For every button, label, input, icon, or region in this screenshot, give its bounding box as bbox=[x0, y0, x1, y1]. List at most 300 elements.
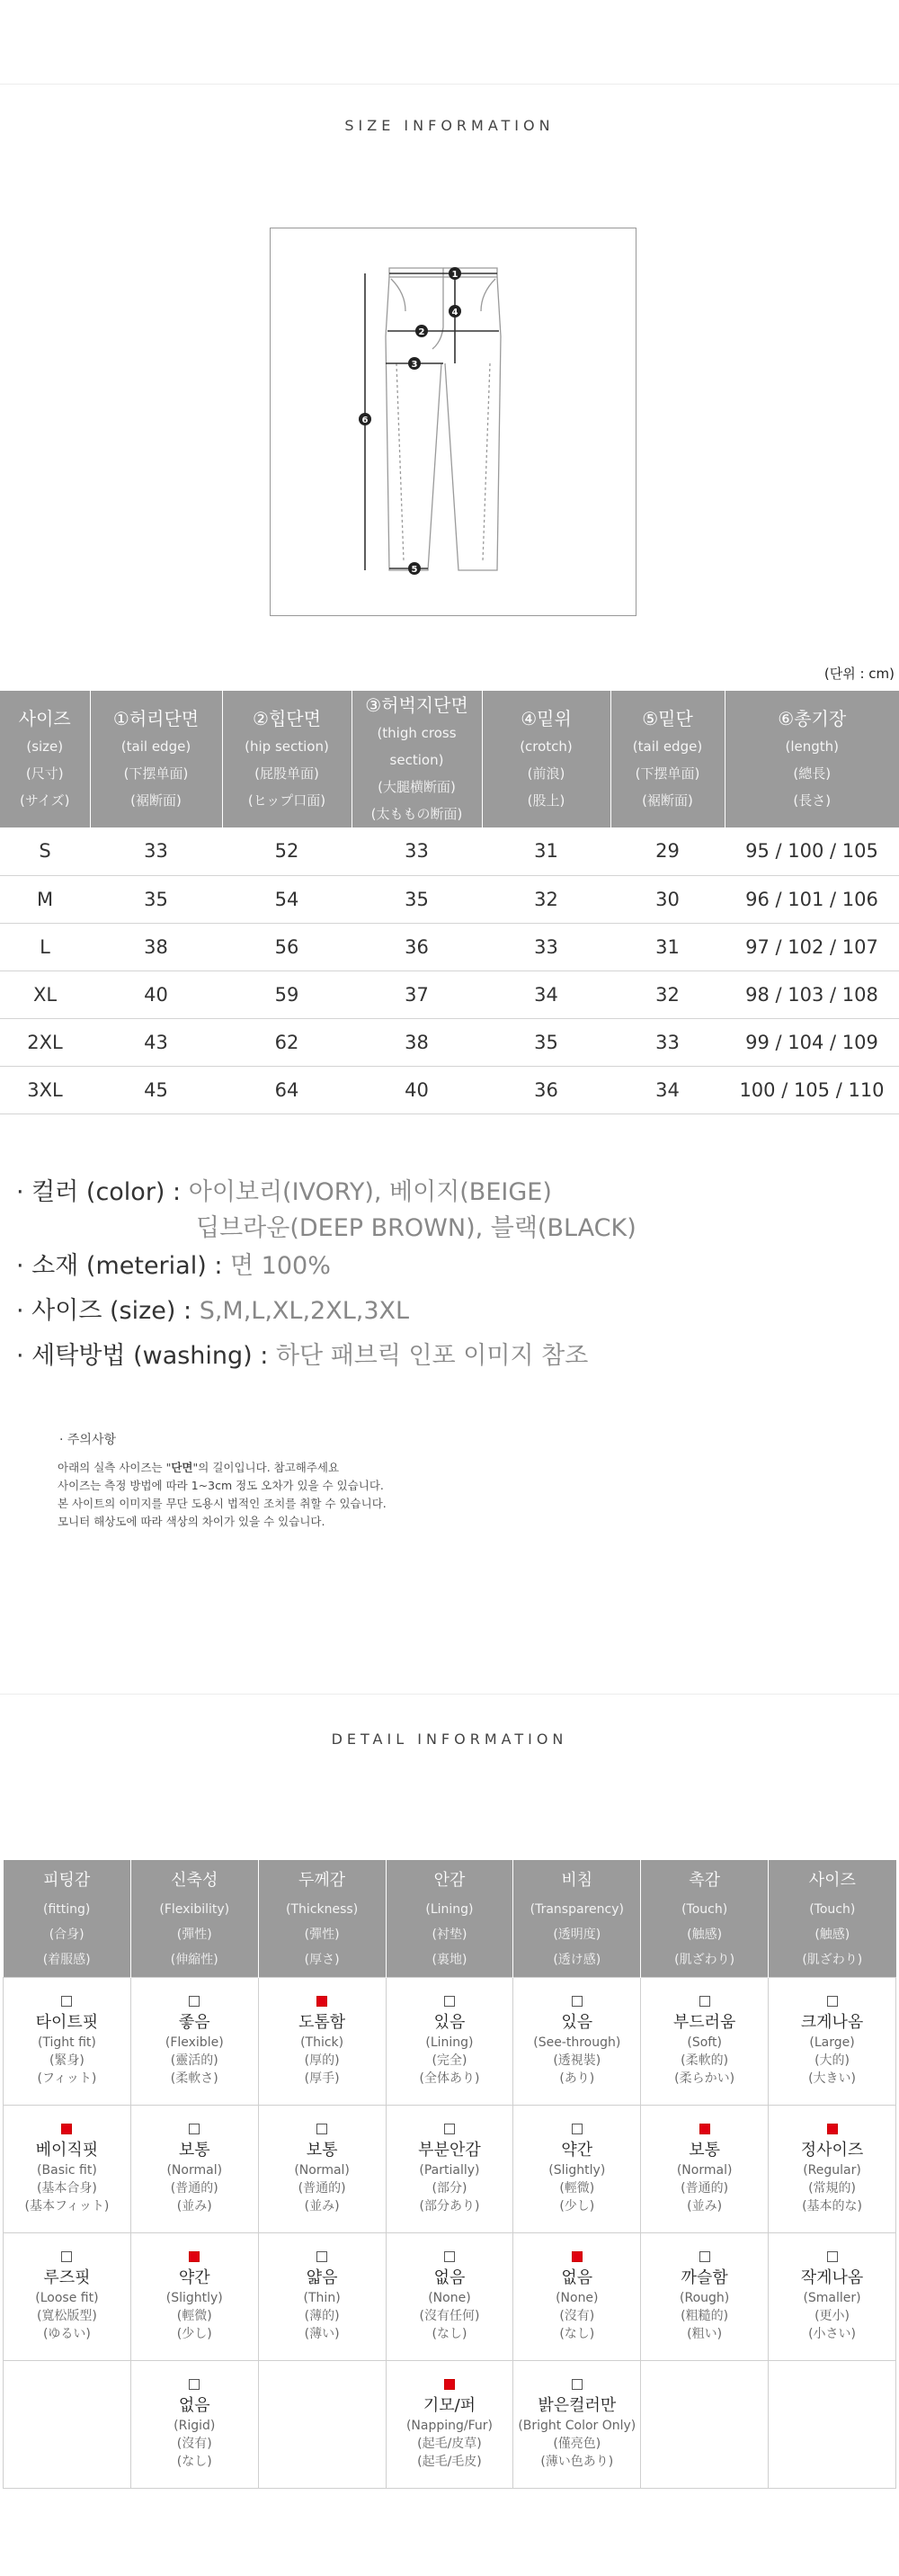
option-sub: (沒有) bbox=[176, 2436, 212, 2451]
size-header-sub: (裾断面) bbox=[642, 792, 693, 809]
option-label: 부드러움 bbox=[672, 2012, 736, 2032]
marker-1-label: 1 bbox=[451, 270, 458, 280]
unchecked-box-icon bbox=[316, 2251, 327, 2262]
detail-header-sub: (透明度) bbox=[553, 1927, 601, 1942]
detail-cell bbox=[4, 2105, 131, 2232]
unchecked-box-icon bbox=[699, 1996, 710, 2007]
option-sub: (緊身) bbox=[49, 2053, 85, 2068]
detail-option bbox=[769, 2250, 895, 2343]
size-header-sub: (crotch) bbox=[520, 738, 573, 755]
option-sub: (Normal) bbox=[676, 2162, 733, 2178]
option-sub: (基本フィット) bbox=[24, 2198, 110, 2214]
size-cell: 95 / 100 / 105 bbox=[725, 827, 899, 875]
detail-cell bbox=[258, 2232, 386, 2360]
detail-header-sub: (伸縮性) bbox=[170, 1952, 218, 1967]
detail-row bbox=[4, 2105, 896, 2232]
detail-cell bbox=[641, 2232, 769, 2360]
size-cell: 33 bbox=[482, 923, 610, 970]
detail-cell bbox=[769, 2105, 896, 2232]
size-cell: 43 bbox=[90, 1018, 222, 1066]
size-cell: 100 / 105 / 110 bbox=[725, 1066, 899, 1114]
size-header-sub: (前浪) bbox=[527, 765, 565, 782]
detail-header-sub: (裏地) bbox=[432, 1952, 467, 1967]
detail-option bbox=[513, 2250, 640, 2343]
option-sub: (僅亮色) bbox=[553, 2436, 601, 2451]
size-cell: M bbox=[0, 875, 90, 923]
detail-option bbox=[131, 2378, 258, 2471]
size-cell: 33 bbox=[90, 827, 222, 875]
size-header-label: 사이즈 bbox=[18, 708, 71, 729]
option-sub: (Bright Color Only) bbox=[518, 2418, 636, 2433]
material-label: · 소재 (meterial) : bbox=[16, 1252, 230, 1280]
detail-cell bbox=[513, 1977, 641, 2105]
size-header-sub: (hip section) bbox=[245, 738, 329, 755]
unchecked-box-icon bbox=[444, 1996, 455, 2007]
detail-header-sub: (fitting) bbox=[42, 1901, 91, 1917]
size-cell: 56 bbox=[222, 923, 352, 970]
marker-2-label: 2 bbox=[418, 327, 425, 337]
size-header-label: ①허리단면 bbox=[112, 708, 200, 729]
detail-row bbox=[4, 1977, 896, 2105]
size-cell: 30 bbox=[610, 875, 725, 923]
size-header-0 bbox=[0, 691, 90, 827]
size-cell: 54 bbox=[222, 875, 352, 923]
option-label: 정사이즈 bbox=[800, 2140, 864, 2160]
size-cell: 40 bbox=[352, 1066, 482, 1114]
size-header-sub: (tail edge) bbox=[632, 738, 703, 755]
detail-header-sub: (Transparency) bbox=[530, 1901, 624, 1917]
size-row bbox=[0, 827, 899, 875]
size-cell: L bbox=[0, 923, 90, 970]
option-sub: (部分) bbox=[432, 2180, 467, 2196]
option-sub: (Rough) bbox=[680, 2290, 730, 2305]
option-sub: (None) bbox=[428, 2290, 471, 2305]
option-label: 베이직핏 bbox=[35, 2140, 99, 2160]
size-cell: 59 bbox=[222, 970, 352, 1018]
detail-header-6 bbox=[769, 1860, 896, 1977]
size-header-sub: (裾断面) bbox=[130, 792, 182, 809]
size-cell: 34 bbox=[610, 1066, 725, 1114]
middle-divider bbox=[0, 1694, 899, 1695]
option-sub: (薄的) bbox=[304, 2308, 340, 2323]
checked-box-icon bbox=[827, 2124, 838, 2134]
detail-option bbox=[387, 2378, 513, 2471]
detail-header-sub: (触感) bbox=[814, 1927, 850, 1942]
size-header-sub: (thigh cross section) bbox=[377, 725, 457, 768]
option-sub: (部分あり) bbox=[419, 2198, 480, 2214]
detail-header-sub: (透け感) bbox=[553, 1952, 601, 1967]
option-label: 부분안감 bbox=[418, 2140, 481, 2160]
size-cell: 98 / 103 / 108 bbox=[725, 970, 899, 1018]
size-cell: 37 bbox=[352, 970, 482, 1018]
checked-box-icon bbox=[572, 2251, 583, 2262]
unchecked-box-icon bbox=[189, 2379, 200, 2390]
detail-cell bbox=[130, 1977, 258, 2105]
notice-line-2: 사이즈는 측정 방법에 따라 1~3cm 정도 오차가 있을 수 있습니다. bbox=[58, 1479, 384, 1492]
notice-line-3: 본 사이트의 이미지를 무단 도용시 법적인 조치를 취할 수 있습니다. bbox=[58, 1497, 387, 1510]
option-sub: (大的) bbox=[814, 2053, 850, 2068]
detail-option bbox=[4, 2123, 130, 2215]
option-sub: (薄い) bbox=[304, 2326, 340, 2341]
detail-table-header bbox=[4, 1860, 896, 1977]
unchecked-box-icon bbox=[827, 1996, 838, 2007]
color-value-2: 딥브라운(DEEP BROWN), 블랙(BLACK) bbox=[196, 1214, 636, 1242]
size-cell: 97 / 102 / 107 bbox=[725, 923, 899, 970]
detail-option bbox=[641, 2250, 768, 2343]
detail-cell bbox=[4, 1977, 131, 2105]
option-sub: (Flexible) bbox=[165, 2035, 224, 2050]
detail-header-0 bbox=[4, 1860, 131, 1977]
detail-option bbox=[513, 2378, 640, 2471]
unchecked-box-icon bbox=[699, 2251, 710, 2262]
unit-label: (단위 : cm) bbox=[823, 666, 895, 682]
option-sub: (少し) bbox=[559, 2198, 595, 2214]
size-label: · 사이즈 (size) : bbox=[16, 1297, 200, 1325]
unchecked-box-icon bbox=[572, 2379, 583, 2390]
notice-line-1: 아래의 실측 사이즈는 "단면"의 길이입니다. 참고해주세요 bbox=[58, 1461, 340, 1474]
option-sub: (Napping/Fur) bbox=[405, 2418, 493, 2433]
detail-header-2 bbox=[258, 1860, 386, 1977]
option-label: 있음 bbox=[433, 2012, 466, 2032]
option-sub: (Partially) bbox=[419, 2162, 480, 2178]
size-header-sub: (tail edge) bbox=[120, 738, 191, 755]
size-cell: 64 bbox=[222, 1066, 352, 1114]
detail-cell bbox=[513, 2105, 641, 2232]
notice-text bbox=[58, 1459, 387, 1531]
option-sub: (Normal) bbox=[166, 2162, 223, 2178]
checked-box-icon bbox=[61, 2124, 72, 2134]
detail-header-sub: (衬垫) bbox=[432, 1927, 467, 1942]
option-sub: (並み) bbox=[304, 2198, 340, 2214]
detail-header-sub: (厚さ) bbox=[304, 1952, 340, 1967]
size-header-sub: (size) bbox=[26, 738, 64, 755]
size-section-title: SIZE INFORMATION bbox=[344, 117, 555, 134]
size-row bbox=[0, 923, 899, 970]
size-header-sub: (大腿横断面) bbox=[378, 779, 456, 795]
detail-cell bbox=[4, 2232, 131, 2360]
option-label: 보통 bbox=[178, 2140, 210, 2160]
detail-option bbox=[131, 1995, 258, 2088]
size-cell: 38 bbox=[352, 1018, 482, 1066]
size-header-6 bbox=[725, 691, 899, 827]
detail-option bbox=[131, 2250, 258, 2343]
unchecked-box-icon bbox=[444, 2251, 455, 2262]
unchecked-box-icon bbox=[189, 1996, 200, 2007]
option-label: 기모/퍼 bbox=[423, 2395, 476, 2415]
detail-cell bbox=[641, 2105, 769, 2232]
detail-cell bbox=[641, 1977, 769, 2105]
detail-option bbox=[131, 2123, 258, 2215]
option-label: 없음 bbox=[561, 2267, 593, 2287]
option-sub: (Normal) bbox=[294, 2162, 350, 2178]
option-sub: (寬松版型) bbox=[36, 2308, 97, 2323]
size-cell: 33 bbox=[610, 1018, 725, 1066]
detail-header-label: 사이즈 bbox=[808, 1870, 856, 1890]
size-cell: 29 bbox=[610, 827, 725, 875]
color-line bbox=[16, 1175, 552, 1211]
size-cell: 99 / 104 / 109 bbox=[725, 1018, 899, 1066]
detail-cell bbox=[4, 2360, 131, 2488]
detail-header-sub: (着服感) bbox=[42, 1952, 91, 1967]
option-sub: (None) bbox=[556, 2290, 599, 2305]
size-cell: 40 bbox=[90, 970, 222, 1018]
size-table bbox=[0, 691, 899, 1114]
size-cell: 35 bbox=[482, 1018, 610, 1066]
option-label: 도톰함 bbox=[298, 2012, 346, 2032]
detail-option bbox=[387, 1995, 513, 2088]
checked-box-icon bbox=[444, 2379, 455, 2390]
detail-header-sub: (Flexibility) bbox=[159, 1901, 230, 1917]
size-row bbox=[0, 875, 899, 923]
detail-section-title: DETAIL INFORMATION bbox=[331, 1731, 568, 1748]
detail-cell bbox=[386, 2232, 513, 2360]
detail-cell bbox=[769, 1977, 896, 2105]
option-label: 없음 bbox=[178, 2395, 210, 2415]
size-header-label: ⑤밑단 bbox=[642, 708, 693, 729]
size-cell: 32 bbox=[610, 970, 725, 1018]
option-sub: (普通的) bbox=[681, 2180, 729, 2196]
detail-header-label: 신축성 bbox=[171, 1870, 218, 1890]
size-value: S,M,L,XL,2XL,3XL bbox=[199, 1297, 410, 1325]
option-label: 좋음 bbox=[178, 2012, 210, 2032]
detail-option bbox=[513, 2123, 640, 2215]
size-header-sub: (屁股单面) bbox=[254, 765, 319, 782]
size-cell: 33 bbox=[352, 827, 482, 875]
option-sub: (Rigid) bbox=[174, 2418, 216, 2433]
option-sub: (柔らかい) bbox=[674, 2071, 735, 2086]
option-label: 작게나옴 bbox=[800, 2267, 864, 2287]
detail-option bbox=[513, 1995, 640, 2088]
checked-box-icon bbox=[189, 2251, 200, 2262]
size-header-4 bbox=[482, 691, 610, 827]
detail-cell bbox=[130, 2360, 258, 2488]
detail-cell bbox=[386, 2105, 513, 2232]
option-sub: (薄い色あり) bbox=[540, 2454, 614, 2469]
size-table-header bbox=[0, 691, 899, 827]
detail-cell bbox=[258, 2105, 386, 2232]
option-sub: (大きい) bbox=[808, 2071, 856, 2086]
detail-cell bbox=[513, 2232, 641, 2360]
option-sub: (Lining) bbox=[425, 2035, 474, 2050]
detail-cell bbox=[641, 2360, 769, 2488]
option-label: 루즈핏 bbox=[43, 2267, 91, 2287]
size-cell: 62 bbox=[222, 1018, 352, 1066]
option-sub: (普通的) bbox=[298, 2180, 346, 2196]
detail-table bbox=[3, 1860, 896, 2489]
top-divider bbox=[0, 84, 899, 85]
option-sub: (なし) bbox=[559, 2326, 595, 2341]
option-label: 약간 bbox=[178, 2267, 210, 2287]
unchecked-box-icon bbox=[61, 2251, 72, 2262]
size-header-sub: (長さ) bbox=[793, 792, 832, 809]
size-cell: S bbox=[0, 827, 90, 875]
option-label: 보통 bbox=[689, 2140, 721, 2160]
option-label: 까슬함 bbox=[681, 2267, 728, 2287]
option-sub: (なし) bbox=[432, 2326, 467, 2341]
color-value: 아이보리(IVORY), 베이지(BEIGE) bbox=[188, 1178, 552, 1206]
size-header-sub: (總長) bbox=[793, 765, 832, 782]
size-cell: XL bbox=[0, 970, 90, 1018]
option-sub: (厚手) bbox=[304, 2071, 340, 2086]
unchecked-box-icon bbox=[572, 2124, 583, 2134]
option-sub: (輕微) bbox=[176, 2308, 212, 2323]
detail-cell bbox=[258, 2360, 386, 2488]
option-sub: (完全) bbox=[432, 2053, 467, 2068]
option-sub: (Soft) bbox=[687, 2035, 722, 2050]
option-label: 크게나옴 bbox=[800, 2012, 864, 2032]
material-line bbox=[16, 1248, 331, 1284]
detail-header-sub: (触感) bbox=[687, 1927, 723, 1942]
checked-box-icon bbox=[316, 1996, 327, 2007]
detail-option bbox=[769, 1995, 895, 2088]
size-header-sub: (尺寸) bbox=[25, 765, 64, 782]
option-sub: (柔軟さ) bbox=[170, 2071, 218, 2086]
detail-header-sub: (肌ざわり) bbox=[802, 1952, 863, 1967]
option-sub: (靈活的) bbox=[170, 2053, 218, 2068]
detail-header-sub: (合身) bbox=[49, 1927, 85, 1942]
option-sub: (並み) bbox=[687, 2198, 723, 2214]
detail-cell bbox=[130, 2105, 258, 2232]
size-cell: 35 bbox=[352, 875, 482, 923]
option-sub: (Loose fit) bbox=[35, 2290, 99, 2305]
size-cell: 96 / 101 / 106 bbox=[725, 875, 899, 923]
detail-option bbox=[4, 2250, 130, 2343]
detail-header-4 bbox=[513, 1860, 641, 1977]
option-sub: (Smaller) bbox=[803, 2290, 861, 2305]
option-label: 보통 bbox=[306, 2140, 338, 2160]
detail-header-sub: (彈性) bbox=[304, 1927, 340, 1942]
size-header-5 bbox=[610, 691, 725, 827]
checked-box-icon bbox=[699, 2124, 710, 2134]
option-sub: (並み) bbox=[176, 2198, 212, 2214]
detail-header-label: 촉감 bbox=[689, 1870, 721, 1890]
option-sub: (沒有任何) bbox=[419, 2308, 480, 2323]
option-sub: (Tight fit) bbox=[37, 2035, 96, 2050]
size-header-2 bbox=[222, 691, 352, 827]
washing-label: · 세탁방법 (washing) : bbox=[16, 1342, 276, 1370]
unchecked-box-icon bbox=[827, 2251, 838, 2262]
detail-option bbox=[641, 1995, 768, 2088]
detail-cell bbox=[769, 2360, 896, 2488]
size-row bbox=[0, 1018, 899, 1066]
size-header-sub: (下摆单面) bbox=[635, 765, 700, 782]
size-cell: 36 bbox=[352, 923, 482, 970]
option-sub: (Basic fit) bbox=[37, 2162, 97, 2178]
size-cell: 52 bbox=[222, 827, 352, 875]
size-header-label: ③허벅지단면 bbox=[365, 694, 468, 716]
unchecked-box-icon bbox=[189, 2124, 200, 2134]
marker-4-label: 4 bbox=[451, 308, 458, 318]
option-sub: (フィット) bbox=[37, 2071, 97, 2086]
detail-header-sub: (Lining) bbox=[425, 1901, 474, 1917]
option-sub: (普通的) bbox=[170, 2180, 218, 2196]
option-sub: (Regular) bbox=[803, 2162, 861, 2178]
option-label: 있음 bbox=[561, 2012, 593, 2032]
size-cell: 31 bbox=[482, 827, 610, 875]
detail-option bbox=[259, 2250, 386, 2343]
detail-header-sub: (Touch) bbox=[809, 1901, 856, 1917]
option-sub: (Slightly) bbox=[548, 2162, 606, 2178]
option-sub: (更小) bbox=[814, 2308, 850, 2323]
detail-option bbox=[641, 2123, 768, 2215]
option-sub: (起毛/毛皮) bbox=[417, 2454, 482, 2469]
option-sub: (粗い) bbox=[687, 2326, 723, 2341]
detail-header-sub: (彈性) bbox=[176, 1927, 212, 1942]
detail-row bbox=[4, 2232, 896, 2360]
detail-header-sub: (Touch) bbox=[681, 1901, 728, 1917]
option-sub: (柔軟的) bbox=[681, 2053, 729, 2068]
size-header-3 bbox=[352, 691, 482, 827]
detail-header-label: 두께감 bbox=[298, 1870, 346, 1890]
size-row bbox=[0, 970, 899, 1018]
option-sub: (あり) bbox=[559, 2071, 595, 2086]
unchecked-box-icon bbox=[444, 2124, 455, 2134]
detail-option bbox=[259, 2123, 386, 2215]
option-sub: (少し) bbox=[176, 2326, 212, 2341]
detail-option bbox=[4, 1995, 130, 2088]
size-header-sub: (ヒップ口面) bbox=[247, 792, 326, 809]
detail-option bbox=[769, 2123, 895, 2215]
size-header-label: ②힙단면 bbox=[253, 708, 321, 729]
option-sub: (ゆるい) bbox=[42, 2326, 91, 2341]
detail-header-5 bbox=[641, 1860, 769, 1977]
option-sub: (粗糙的) bbox=[681, 2308, 729, 2323]
size-cell: 35 bbox=[90, 875, 222, 923]
size-row bbox=[0, 1066, 899, 1114]
size-cell: 32 bbox=[482, 875, 610, 923]
marker-3-label: 3 bbox=[411, 360, 418, 370]
detail-option bbox=[387, 2123, 513, 2215]
detail-header-sub: (肌ざわり) bbox=[674, 1952, 735, 1967]
detail-header-label: 피팅감 bbox=[43, 1870, 91, 1890]
option-label: 없음 bbox=[433, 2267, 466, 2287]
detail-header-3 bbox=[386, 1860, 513, 1977]
size-cell: 31 bbox=[610, 923, 725, 970]
option-label: 얇음 bbox=[306, 2267, 338, 2287]
notice-line-4: 모니터 해상도에 따라 색상의 차이가 있을 수 있습니다. bbox=[58, 1515, 325, 1528]
detail-cell bbox=[769, 2232, 896, 2360]
detail-option bbox=[387, 2250, 513, 2343]
option-sub: (透視裝) bbox=[553, 2053, 601, 2068]
option-sub: (なし) bbox=[176, 2454, 212, 2469]
option-sub: (基本的な) bbox=[802, 2198, 862, 2214]
detail-row bbox=[4, 2360, 896, 2488]
option-sub: (Slightly) bbox=[165, 2290, 223, 2305]
size-header-sub: (length) bbox=[785, 738, 840, 755]
option-sub: (Thin) bbox=[303, 2290, 341, 2305]
size-cell: 45 bbox=[90, 1066, 222, 1114]
option-sub: (常規的) bbox=[808, 2180, 856, 2196]
option-label: 타이트핏 bbox=[35, 2012, 99, 2032]
detail-cell bbox=[258, 1977, 386, 2105]
option-sub: (沒有) bbox=[559, 2308, 595, 2323]
size-header-sub: (股上) bbox=[527, 792, 565, 809]
color-label: · 컬러 (color) : bbox=[16, 1178, 189, 1206]
washing-line bbox=[16, 1338, 588, 1374]
option-sub: (全体あり) bbox=[419, 2071, 480, 2086]
option-sub: (輕微) bbox=[559, 2180, 595, 2196]
size-cell: 36 bbox=[482, 1066, 610, 1114]
detail-cell bbox=[386, 1977, 513, 2105]
option-sub: (Thick) bbox=[300, 2035, 344, 2050]
notice-title: · 주의사항 bbox=[59, 1433, 116, 1447]
size-header-1 bbox=[90, 691, 222, 827]
detail-cell bbox=[513, 2360, 641, 2488]
material-value: 면 100% bbox=[230, 1252, 331, 1280]
detail-header-sub: (Thickness) bbox=[286, 1901, 359, 1917]
option-sub: (See-through) bbox=[533, 2035, 621, 2050]
detail-cell bbox=[386, 2360, 513, 2488]
